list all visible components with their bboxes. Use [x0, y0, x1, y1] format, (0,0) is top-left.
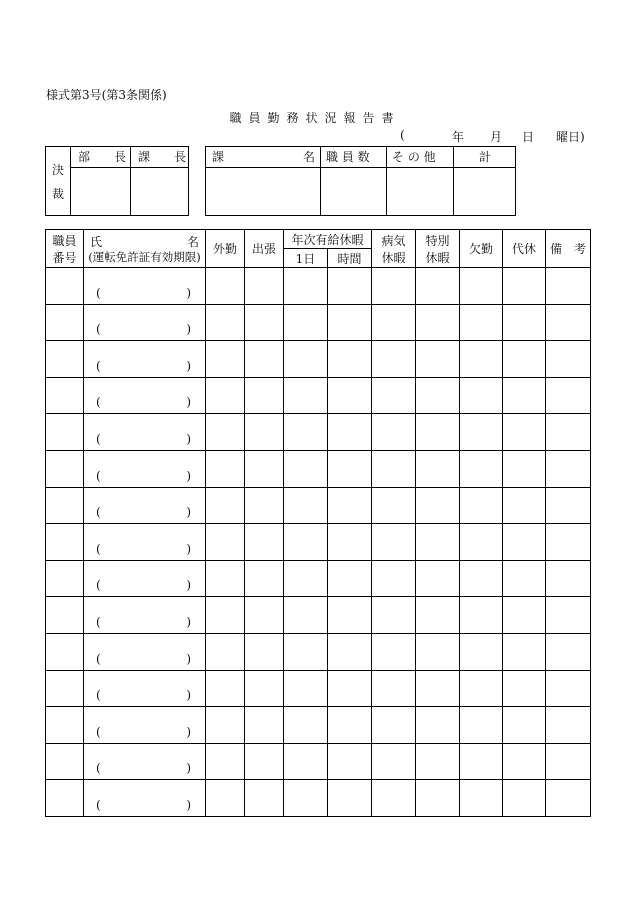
cell-business-trip[interactable] — [245, 670, 284, 707]
cell-staff-id[interactable] — [46, 560, 84, 597]
cell-name[interactable] — [84, 560, 206, 597]
cell-substitute-holiday[interactable] — [503, 743, 546, 780]
cell-special-leave[interactable] — [416, 524, 460, 561]
cell-sick-leave[interactable] — [372, 377, 416, 414]
cell-staff-id[interactable] — [46, 450, 84, 487]
cell-annual-day[interactable] — [284, 377, 328, 414]
cell-annual-hour[interactable] — [328, 670, 372, 707]
cell-staff-id[interactable] — [46, 377, 84, 414]
cell-staff-id[interactable] — [46, 414, 84, 451]
cell-business-trip[interactable] — [245, 377, 284, 414]
cell-substitute-holiday[interactable] — [503, 450, 546, 487]
cell-name[interactable] — [84, 743, 206, 780]
paren-open: ( — [96, 688, 101, 703]
approval-stamp-bucho[interactable] — [71, 168, 129, 215]
cell-substitute-holiday[interactable] — [503, 524, 546, 561]
cell-business-trip[interactable] — [245, 524, 284, 561]
cell-annual-day[interactable] — [284, 597, 328, 634]
cell-remarks[interactable] — [546, 304, 591, 341]
paren-open: ( — [96, 505, 101, 520]
cell-business-trip[interactable] — [245, 633, 284, 670]
cell-outside-work[interactable] — [206, 341, 245, 378]
cell-sick-leave[interactable] — [372, 524, 416, 561]
cell-substitute-holiday[interactable] — [503, 780, 546, 817]
approval-stamp-kacho[interactable] — [131, 168, 189, 215]
cell-absence[interactable] — [460, 377, 503, 414]
summary-total-header: 計 — [479, 150, 492, 164]
cell-remarks[interactable] — [546, 450, 591, 487]
cell-remarks[interactable] — [546, 341, 591, 378]
summary-dept-a: 課 — [212, 150, 225, 164]
paren-open: ( — [96, 578, 101, 593]
cell-annual-day[interactable] — [284, 743, 328, 780]
cell-annual-day[interactable] — [284, 487, 328, 524]
paren-close: ) — [186, 541, 191, 556]
cell-absence[interactable] — [460, 743, 503, 780]
cell-special-leave[interactable] — [416, 268, 460, 305]
summary-dept-value[interactable] — [207, 168, 319, 215]
cell-sick-leave[interactable] — [372, 487, 416, 524]
summary-box — [205, 146, 516, 216]
cell-sick-leave[interactable] — [372, 414, 416, 451]
cell-special-leave[interactable] — [416, 377, 460, 414]
cell-annual-day[interactable] — [284, 670, 328, 707]
cell-sick-leave[interactable] — [372, 304, 416, 341]
paren-close: ) — [186, 688, 191, 703]
cell-special-leave[interactable] — [416, 743, 460, 780]
cell-absence[interactable] — [460, 524, 503, 561]
cell-outside-work[interactable] — [206, 524, 245, 561]
cell-staff-id[interactable] — [46, 633, 84, 670]
header-sick-leave: 病気 休暇 — [372, 230, 416, 268]
cell-absence[interactable] — [460, 633, 503, 670]
cell-remarks[interactable] — [546, 377, 591, 414]
header-remarks: 備 考 — [546, 230, 591, 268]
approval-label-2: 裁 — [52, 187, 65, 201]
paren-close: ) — [186, 761, 191, 776]
cell-outside-work[interactable] — [206, 780, 245, 817]
cell-outside-work[interactable] — [206, 414, 245, 451]
cell-annual-hour[interactable] — [328, 633, 372, 670]
cell-sick-leave[interactable] — [372, 780, 416, 817]
header-absence: 欠勤 — [460, 230, 503, 268]
cell-remarks[interactable] — [546, 560, 591, 597]
form-label: 様式第3号(第3条関係) — [46, 88, 167, 102]
cell-absence[interactable] — [460, 780, 503, 817]
table-row — [46, 707, 591, 744]
cell-name[interactable] — [84, 341, 206, 378]
cell-special-leave[interactable] — [416, 633, 460, 670]
cell-absence[interactable] — [460, 560, 503, 597]
cell-annual-day[interactable] — [284, 304, 328, 341]
cell-staff-id[interactable] — [46, 304, 84, 341]
cell-remarks[interactable] — [546, 707, 591, 744]
cell-outside-work[interactable] — [206, 268, 245, 305]
table-row — [46, 743, 591, 780]
table-row — [46, 450, 591, 487]
cell-annual-hour[interactable] — [328, 487, 372, 524]
cell-staff-id[interactable] — [46, 487, 84, 524]
cell-annual-hour[interactable] — [328, 524, 372, 561]
cell-special-leave[interactable] — [416, 487, 460, 524]
cell-annual-hour[interactable] — [328, 450, 372, 487]
cell-absence[interactable] — [460, 414, 503, 451]
summary-others-header: そ の 他 — [392, 150, 436, 164]
cell-sick-leave[interactable] — [372, 560, 416, 597]
cell-staff-id[interactable] — [46, 707, 84, 744]
cell-special-leave[interactable] — [416, 560, 460, 597]
cell-annual-hour[interactable] — [328, 780, 372, 817]
cell-annual-hour[interactable] — [328, 377, 372, 414]
cell-business-trip[interactable] — [245, 304, 284, 341]
cell-business-trip[interactable] — [245, 707, 284, 744]
cell-outside-work[interactable] — [206, 597, 245, 634]
table-row — [46, 524, 591, 561]
cell-sick-leave[interactable] — [372, 743, 416, 780]
paren-open: ( — [96, 285, 101, 300]
paren-open: ( — [96, 358, 101, 373]
cell-special-leave[interactable] — [416, 341, 460, 378]
date-month-label: 月 — [490, 130, 503, 144]
cell-annual-hour[interactable] — [328, 341, 372, 378]
paren-close: ) — [186, 614, 191, 629]
cell-outside-work[interactable] — [206, 487, 245, 524]
cell-sick-leave[interactable] — [372, 341, 416, 378]
header-staff-id: 職員 番号 — [46, 230, 84, 268]
cell-annual-day[interactable] — [284, 450, 328, 487]
cell-substitute-holiday[interactable] — [503, 268, 546, 305]
cell-special-leave[interactable] — [416, 304, 460, 341]
cell-annual-day[interactable] — [284, 524, 328, 561]
cell-name[interactable] — [84, 487, 206, 524]
cell-staff-id[interactable] — [46, 597, 84, 634]
header-annual-leave-day: 1日 — [284, 249, 328, 268]
paren-close: ) — [186, 578, 191, 593]
cell-substitute-holiday[interactable] — [503, 560, 546, 597]
table-row — [46, 780, 591, 817]
paren-open: ( — [96, 431, 101, 446]
summary-staff-count-header: 職 員 数 — [326, 150, 370, 164]
cell-sick-leave[interactable] — [372, 670, 416, 707]
approval-bucho-b: 長 — [114, 150, 127, 164]
cell-sick-leave[interactable] — [372, 450, 416, 487]
cell-business-trip[interactable] — [245, 560, 284, 597]
cell-business-trip[interactable] — [245, 487, 284, 524]
table-row — [46, 597, 591, 634]
paren-close: ) — [186, 505, 191, 520]
cell-name[interactable] — [84, 633, 206, 670]
cell-annual-hour[interactable] — [328, 414, 372, 451]
header-special-leave: 特別 休暇 — [416, 230, 460, 268]
cell-outside-work[interactable] — [206, 633, 245, 670]
date-line — [400, 128, 590, 144]
paren-close: ) — [186, 651, 191, 666]
cell-name[interactable] — [84, 780, 206, 817]
paren-open: ( — [96, 651, 101, 666]
cell-annual-hour[interactable] — [328, 707, 372, 744]
cell-name[interactable] — [84, 268, 206, 305]
cell-annual-hour[interactable] — [328, 597, 372, 634]
paren-open: ( — [96, 614, 101, 629]
cell-annual-day[interactable] — [284, 633, 328, 670]
table-row — [46, 560, 591, 597]
approval-label-1: 決 — [52, 163, 65, 177]
paren-open: ( — [96, 395, 101, 410]
cell-name[interactable] — [84, 707, 206, 744]
cell-name[interactable] — [84, 670, 206, 707]
cell-absence[interactable] — [460, 670, 503, 707]
cell-outside-work[interactable] — [206, 670, 245, 707]
header-annual-leave: 年次有給休暇 — [284, 230, 372, 249]
cell-staff-id[interactable] — [46, 670, 84, 707]
cell-business-trip[interactable] — [245, 743, 284, 780]
cell-outside-work[interactable] — [206, 450, 245, 487]
cell-outside-work[interactable] — [206, 304, 245, 341]
paren-close: ) — [186, 797, 191, 812]
summary-total-value[interactable] — [454, 168, 516, 215]
table-row — [46, 414, 591, 451]
cell-annual-day[interactable] — [284, 341, 328, 378]
paren-open: ( — [96, 797, 101, 812]
paren-close: ) — [186, 468, 191, 483]
cell-annual-hour[interactable] — [328, 304, 372, 341]
cell-business-trip[interactable] — [245, 597, 284, 634]
cell-sick-leave[interactable] — [372, 633, 416, 670]
cell-absence[interactable] — [460, 597, 503, 634]
header-business-trip: 出張 — [245, 230, 284, 268]
cell-annual-day[interactable] — [284, 414, 328, 451]
paren-close: ) — [186, 724, 191, 739]
paren-open: ( — [96, 468, 101, 483]
cell-business-trip[interactable] — [245, 414, 284, 451]
cell-outside-work[interactable] — [206, 560, 245, 597]
date-open-paren: ( — [400, 128, 405, 142]
cell-absence[interactable] — [460, 707, 503, 744]
approval-kacho-a: 課 — [138, 150, 151, 164]
cell-business-trip[interactable] — [245, 780, 284, 817]
cell-remarks[interactable] — [546, 633, 591, 670]
cell-name[interactable] — [84, 304, 206, 341]
cell-substitute-holiday[interactable] — [503, 670, 546, 707]
cell-remarks[interactable] — [546, 743, 591, 780]
cell-annual-hour[interactable] — [328, 268, 372, 305]
cell-absence[interactable] — [460, 341, 503, 378]
header-substitute-holiday: 代休 — [503, 230, 546, 268]
cell-substitute-holiday[interactable] — [503, 597, 546, 634]
cell-substitute-holiday[interactable] — [503, 707, 546, 744]
paren-open: ( — [96, 724, 101, 739]
paren-close: ) — [186, 285, 191, 300]
cell-sick-leave[interactable] — [372, 268, 416, 305]
paren-close: ) — [186, 395, 191, 410]
cell-special-leave[interactable] — [416, 670, 460, 707]
table-row — [46, 304, 591, 341]
cell-special-leave[interactable] — [416, 414, 460, 451]
table-row — [46, 268, 591, 305]
cell-absence[interactable] — [460, 450, 503, 487]
summary-dept-b: 名 — [303, 150, 316, 164]
cell-staff-id[interactable] — [46, 780, 84, 817]
cell-name[interactable] — [84, 377, 206, 414]
cell-annual-hour[interactable] — [328, 743, 372, 780]
paren-close: ) — [186, 322, 191, 337]
table-row — [46, 377, 591, 414]
cell-business-trip[interactable] — [245, 341, 284, 378]
summary-others-value[interactable] — [387, 168, 452, 215]
cell-special-leave[interactable] — [416, 450, 460, 487]
cell-staff-id[interactable] — [46, 268, 84, 305]
cell-absence[interactable] — [460, 487, 503, 524]
cell-special-leave[interactable] — [416, 780, 460, 817]
cell-business-trip[interactable] — [245, 268, 284, 305]
cell-substitute-holiday[interactable] — [503, 341, 546, 378]
cell-name[interactable] — [84, 524, 206, 561]
paren-open: ( — [96, 541, 101, 556]
cell-remarks[interactable] — [546, 524, 591, 561]
header-name: 氏 名 (運転免許証有効期限) — [84, 230, 206, 268]
cell-remarks[interactable] — [546, 268, 591, 305]
document-title: 職員勤務状況報告書 — [229, 111, 401, 125]
cell-remarks[interactable] — [546, 487, 591, 524]
cell-annual-day[interactable] — [284, 560, 328, 597]
cell-substitute-holiday[interactable] — [503, 377, 546, 414]
table-row — [46, 633, 591, 670]
cell-sick-leave[interactable] — [372, 597, 416, 634]
cell-annual-day[interactable] — [284, 268, 328, 305]
cell-substitute-holiday[interactable] — [503, 487, 546, 524]
cell-outside-work[interactable] — [206, 707, 245, 744]
cell-special-leave[interactable] — [416, 707, 460, 744]
cell-remarks[interactable] — [546, 414, 591, 451]
attendance-table — [45, 229, 591, 817]
approval-box — [45, 146, 189, 216]
cell-annual-day[interactable] — [284, 707, 328, 744]
date-year-label: 年 — [452, 130, 465, 144]
cell-name[interactable] — [84, 450, 206, 487]
cell-outside-work[interactable] — [206, 743, 245, 780]
cell-annual-day[interactable] — [284, 780, 328, 817]
cell-remarks[interactable] — [546, 670, 591, 707]
paren-close: ) — [186, 358, 191, 373]
table-row — [46, 670, 591, 707]
approval-kacho-b: 長 — [174, 150, 187, 164]
cell-substitute-holiday[interactable] — [503, 414, 546, 451]
cell-substitute-holiday[interactable] — [503, 304, 546, 341]
cell-staff-id[interactable] — [46, 743, 84, 780]
paren-open: ( — [96, 322, 101, 337]
cell-remarks[interactable] — [546, 780, 591, 817]
cell-sick-leave[interactable] — [372, 707, 416, 744]
table-row — [46, 487, 591, 524]
cell-absence[interactable] — [460, 268, 503, 305]
cell-special-leave[interactable] — [416, 597, 460, 634]
cell-outside-work[interactable] — [206, 377, 245, 414]
date-weekday-label: 曜日) — [556, 130, 585, 144]
header-annual-leave-hour: 時間 — [328, 249, 372, 268]
paren-open: ( — [96, 761, 101, 776]
table-row — [46, 341, 591, 378]
header-outside-work: 外勤 — [206, 230, 245, 268]
cell-substitute-holiday[interactable] — [503, 633, 546, 670]
cell-name[interactable] — [84, 414, 206, 451]
date-day-label: 日 — [522, 130, 535, 144]
cell-business-trip[interactable] — [245, 450, 284, 487]
paren-close: ) — [186, 431, 191, 446]
summary-staff-count-value[interactable] — [321, 168, 385, 215]
cell-staff-id[interactable] — [46, 341, 84, 378]
approval-bucho-a: 部 — [78, 150, 91, 164]
cell-annual-hour[interactable] — [328, 560, 372, 597]
cell-staff-id[interactable] — [46, 524, 84, 561]
cell-name[interactable] — [84, 597, 206, 634]
cell-remarks[interactable] — [546, 597, 591, 634]
cell-absence[interactable] — [460, 304, 503, 341]
